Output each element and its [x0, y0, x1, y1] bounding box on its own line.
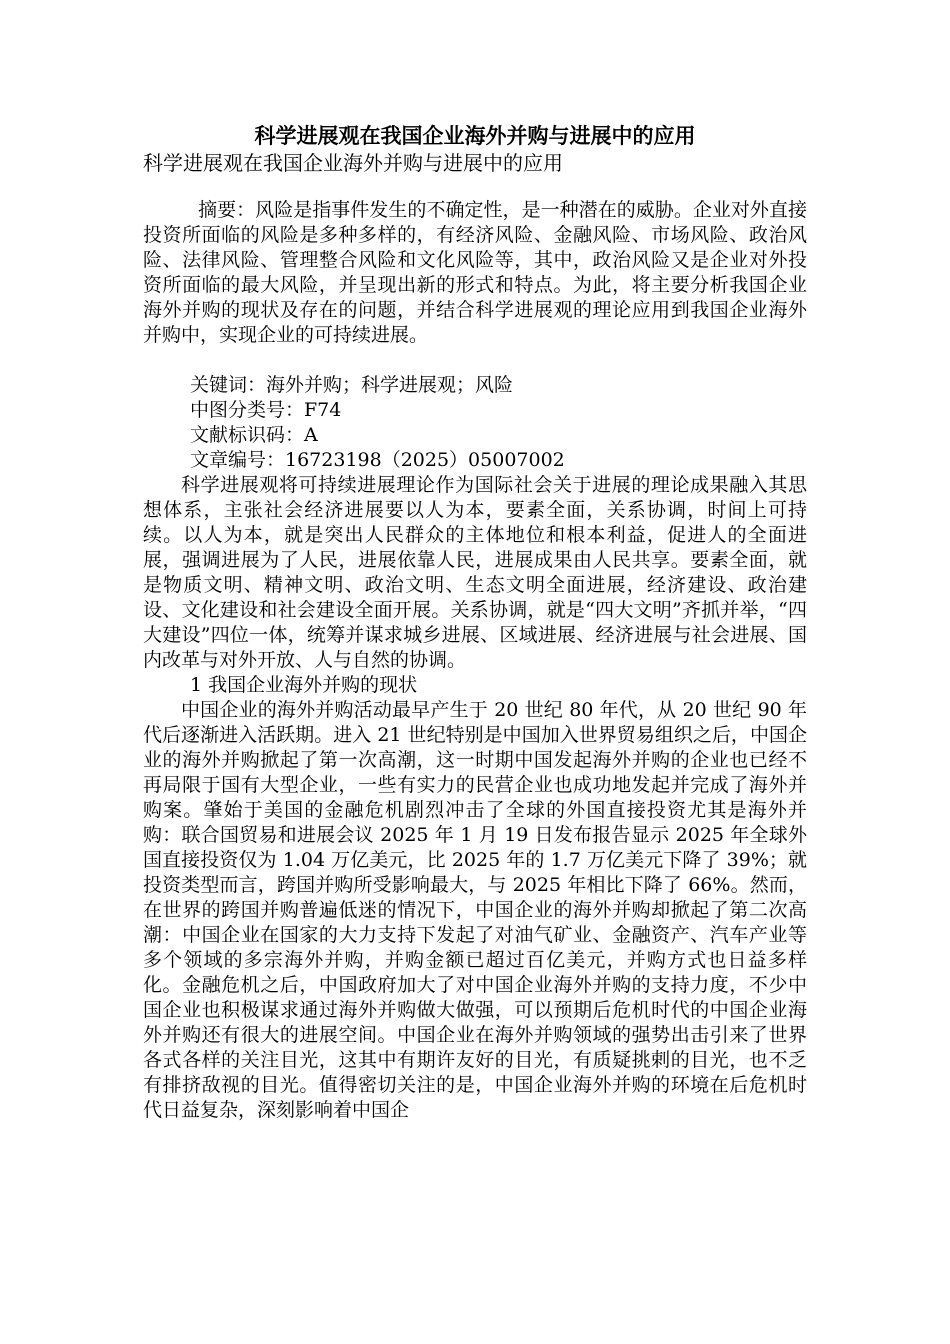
- intro-paragraph: 科学进展观将可持续进展理论作为国际社会关于进展的理论成果融入其思想体系，主张社会经济进展要以人为本，要素全面，关系协调，时间上可持续。以人为本，就是突出人民群众的主体地位和根本利益，促进人的全面进展，强调进展为了人民，进展依靠人民，进展成果由人民共享。要素全面，就是物质文明、精神文明、政治文明、生态文明全面进展，经济建设、政治建设、文化建设和社会建设全面开展。关系协调，就是“四大文明”齐抓并举，“四大建设”四位一体，统筹并谋求城乡进展、区域进展、经济进展与社会进展、国内改革与对外开放、人与自然的协调。: [143, 474, 807, 671]
- section-heading: 1 我国企业海外并购的现状: [190, 674, 418, 696]
- document-body: [143, 198, 807, 1123]
- document-title: 科学进展观在我国企业海外并购与进展中的应用: [254, 123, 696, 148]
- document-subtitle: 科学进展观在我国企业海外并购与进展中的应用: [143, 151, 563, 175]
- spacer: [143, 348, 807, 373]
- article-no-line: 文章编号：16723198（2025）05007002: [190, 449, 565, 471]
- section-paragraph: 中国企业的海外并购活动最早产生于 20 世纪 80 年代，从 20 世纪 90 年代后逐渐进入活跃期。进入 21 世纪特别是中国加入世界贸易组织之后，中国企业的海外并购掀起了第一次高潮，这一时期中国发起海外并购的企业也已经不再局限于国有大型企业，一些有实力的民营企业也成功地发起并完成了海外并购案。肇始于美国的金融危机剧烈冲击了全球的外国直接投资尤其是海外并购：联合国贸易和进展会议 2025 年 1 月 19 日发布报告显示 2025 年全球外国直接投资仅为 1.04 万亿美元，比 2025 年的 1.7 万亿美元下降了 39%；就投资类型而言，跨国并购所受影响最大，与 2025 年相比下降了 66%。然而，在世界的跨国并购普遍低迷的情况下，中国企业的海外并购却掀起了第二次高潮：中国企业在国家的大力支持下发起了对油气矿业、金融资产、汽车产业等多个领域的多宗海外并购，并购金额已超过百亿美元，并购方式也日益多样化。金融危机之后，中国政府加大了对中国企业海外并购的支持力度，不少中国企业也积极谋求通过海外并购做大做强，可以预期后危机时代的中国企业海外并购还有很大的进展空间。中国企业在海外并购领域的强势出击引来了世界各式各样的关注目光，这其中有期许友好的目光，有质疑挑剌的目光，也不乏有排挤敌视的目光。值得密切关注的是，中国企业海外并购的环境在后危机时代日益复杂，深刻影响着中国企: [143, 699, 807, 1121]
- abstract-paragraph: 摘要：风险是指事件发生的不确定性，是一种潜在的威胁。企业对外直接投资所面临的风险是多种多样的，有经济风险、金融风险、市场风险、政治风险、法律风险、管理整合风险和文化风险等，其中，政治风险又是企业对外投资所面临的最大风险，并呈现出新的形式和特点。为此，将主要分析我国企业海外并购的现状及存在的问题，并结合科学进展观的理论应用到我国企业海外并购中，实现企业的可持续进展。: [143, 199, 807, 346]
- keywords-line: 关键词：海外并购；科学进展观；风险: [190, 374, 514, 396]
- clc-line: 中图分类号：F74: [190, 399, 342, 421]
- doc-code-line: 文献标识码：A: [190, 424, 318, 446]
